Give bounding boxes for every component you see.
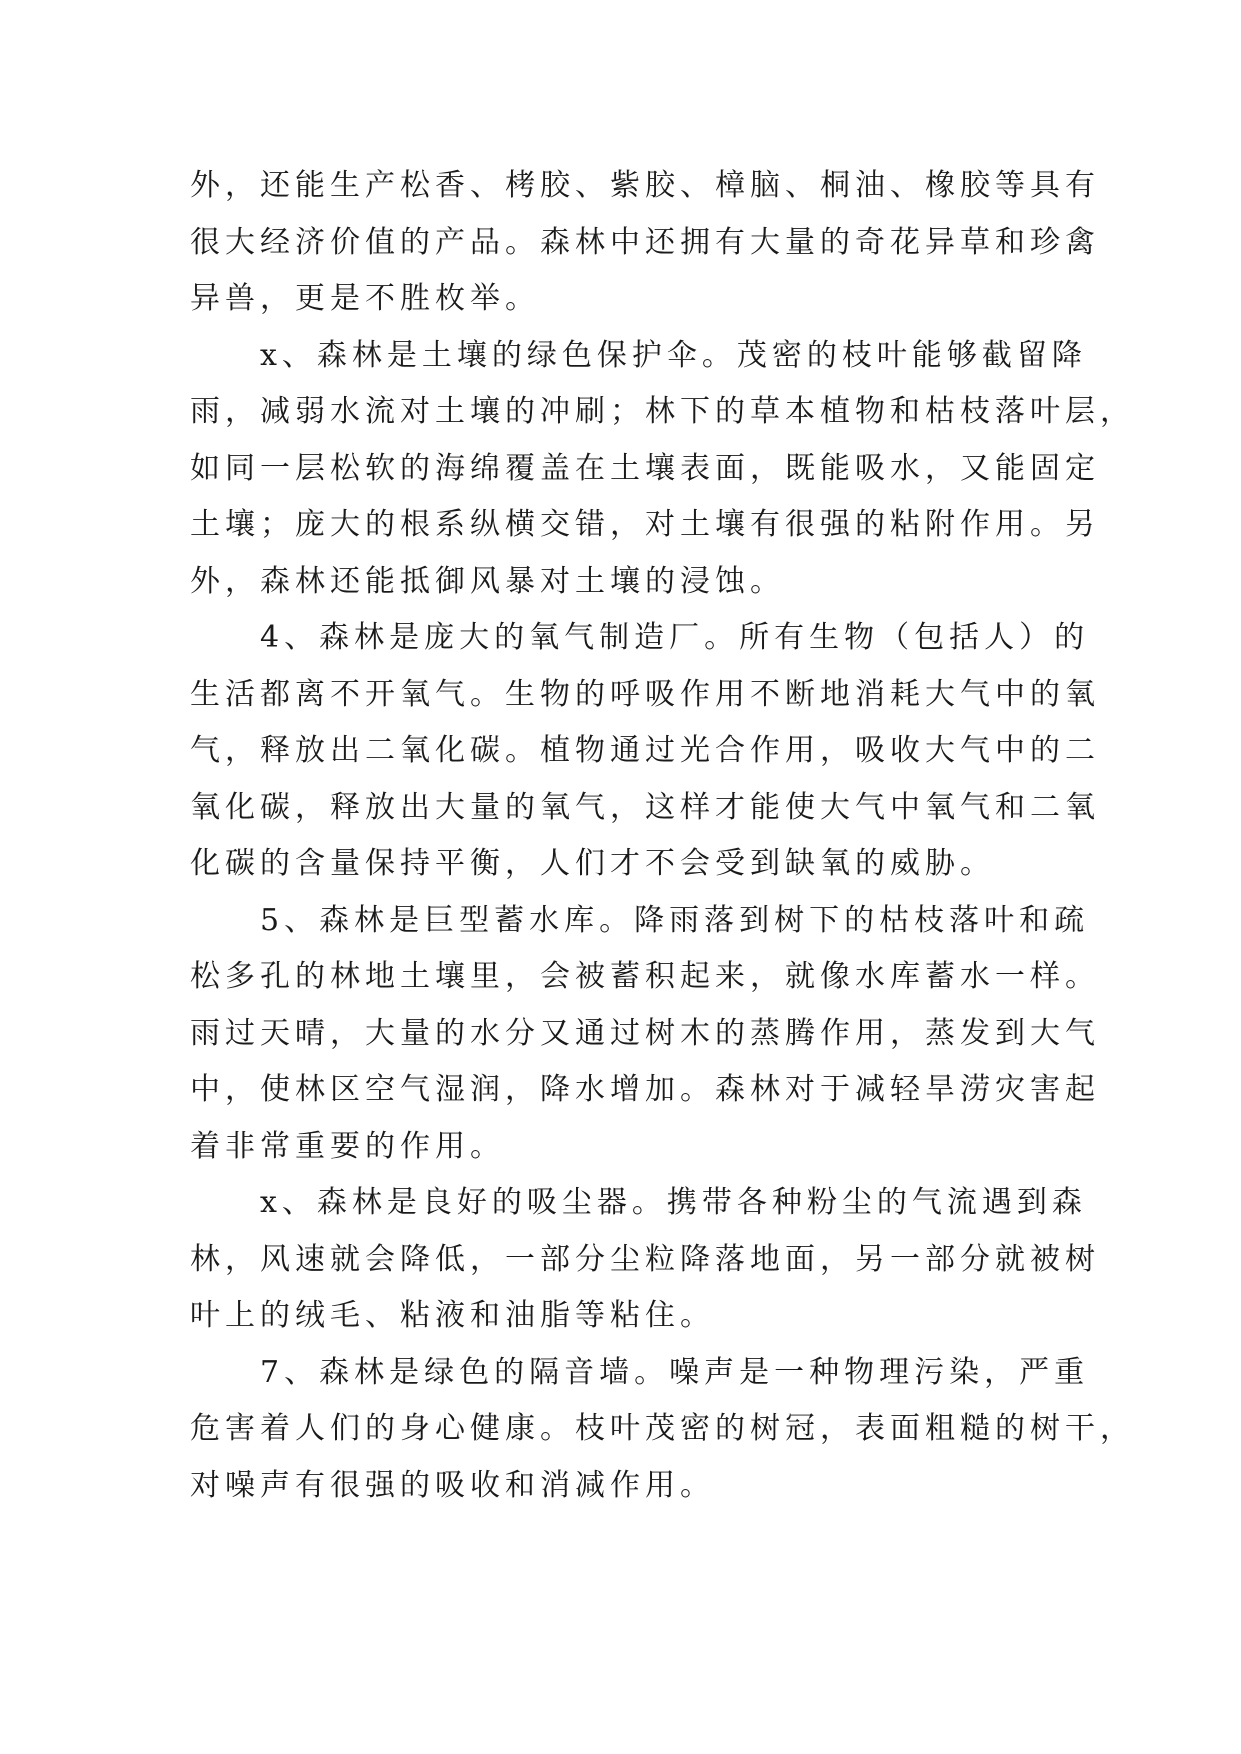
text-line: 雨，减弱水流对土壤的冲刷；林下的草本植物和枯枝落叶层，	[190, 394, 1135, 429]
paragraph-5	[190, 1175, 1100, 1345]
text-line: 氧化碳，释放出大量的氧气，这样才能使大气中氧气和二氧	[190, 789, 1100, 825]
text-line: 7、森林是绿色的隔音墙。噪声是一种物理污染，严重	[190, 1354, 1090, 1390]
paragraph-2	[190, 328, 1135, 611]
text-line: 气，释放出二氧化碳。植物通过光合作用，吸收大气中的二	[190, 733, 1100, 768]
text-line: 4、森林是庞大的氧气制造厂。所有生物（包括人）的	[190, 620, 1090, 655]
body-text	[190, 158, 1135, 1514]
text-line: x、森林是良好的吸尘器。携带各种粉尘的气流遇到森	[190, 1185, 1087, 1220]
text-line: 外，森林还能抵御风暴对土壤的浸蚀。	[190, 563, 785, 599]
paragraph-1	[190, 158, 1100, 328]
text-line: 松多孔的林地土壤里，会被蓄积起来，就像水库蓄水一样。	[190, 959, 1100, 994]
text-line: 很大经济价值的产品。森林中还拥有大量的奇花异草和珍禽	[190, 224, 1100, 260]
text-line: 异兽，更是不胜枚举。	[190, 281, 540, 316]
text-line: 外，还能生产松香、栲胶、紫胶、樟脑、桐油、橡胶等具有	[190, 168, 1100, 203]
paragraph-4	[190, 893, 1100, 1176]
paragraph-6	[190, 1345, 1135, 1515]
text-line: 土壤；庞大的根系纵横交错，对土壤有很强的粘附作用。另	[190, 507, 1100, 542]
text-line: 化碳的含量保持平衡，人们才不会受到缺氧的威胁。	[190, 846, 995, 881]
text-line: 叶上的绒毛、粘液和油脂等粘住。	[190, 1298, 715, 1333]
text-line: 生活都离不开氧气。生物的呼吸作用不断地消耗大气中的氧	[190, 676, 1100, 712]
text-line: 中，使林区空气湿润，降水增加。森林对于减轻旱涝灾害起	[190, 1072, 1100, 1107]
text-line: 危害着人们的身心健康。枝叶茂密的树冠，表面粗糙的树干，	[190, 1411, 1135, 1446]
text-line: 林，风速就会降低，一部分尘粒降落地面，另一部分就被树	[190, 1241, 1100, 1277]
text-line: 雨过天晴，大量的水分又通过树木的蒸腾作用，蒸发到大气	[190, 1015, 1100, 1051]
text-line: 对噪声有很强的吸收和消减作用。	[190, 1467, 715, 1503]
text-line: x、森林是土壤的绿色保护伞。茂密的枝叶能够截留降	[190, 337, 1087, 373]
text-line: 5、森林是巨型蓄水库。降雨落到树下的枯枝落叶和疏	[190, 902, 1090, 938]
paragraph-3	[190, 610, 1100, 893]
text-line: 着非常重要的作用。	[190, 1128, 505, 1164]
text-line: 如同一层松软的海绵覆盖在土壤表面，既能吸水，又能固定	[190, 450, 1100, 486]
